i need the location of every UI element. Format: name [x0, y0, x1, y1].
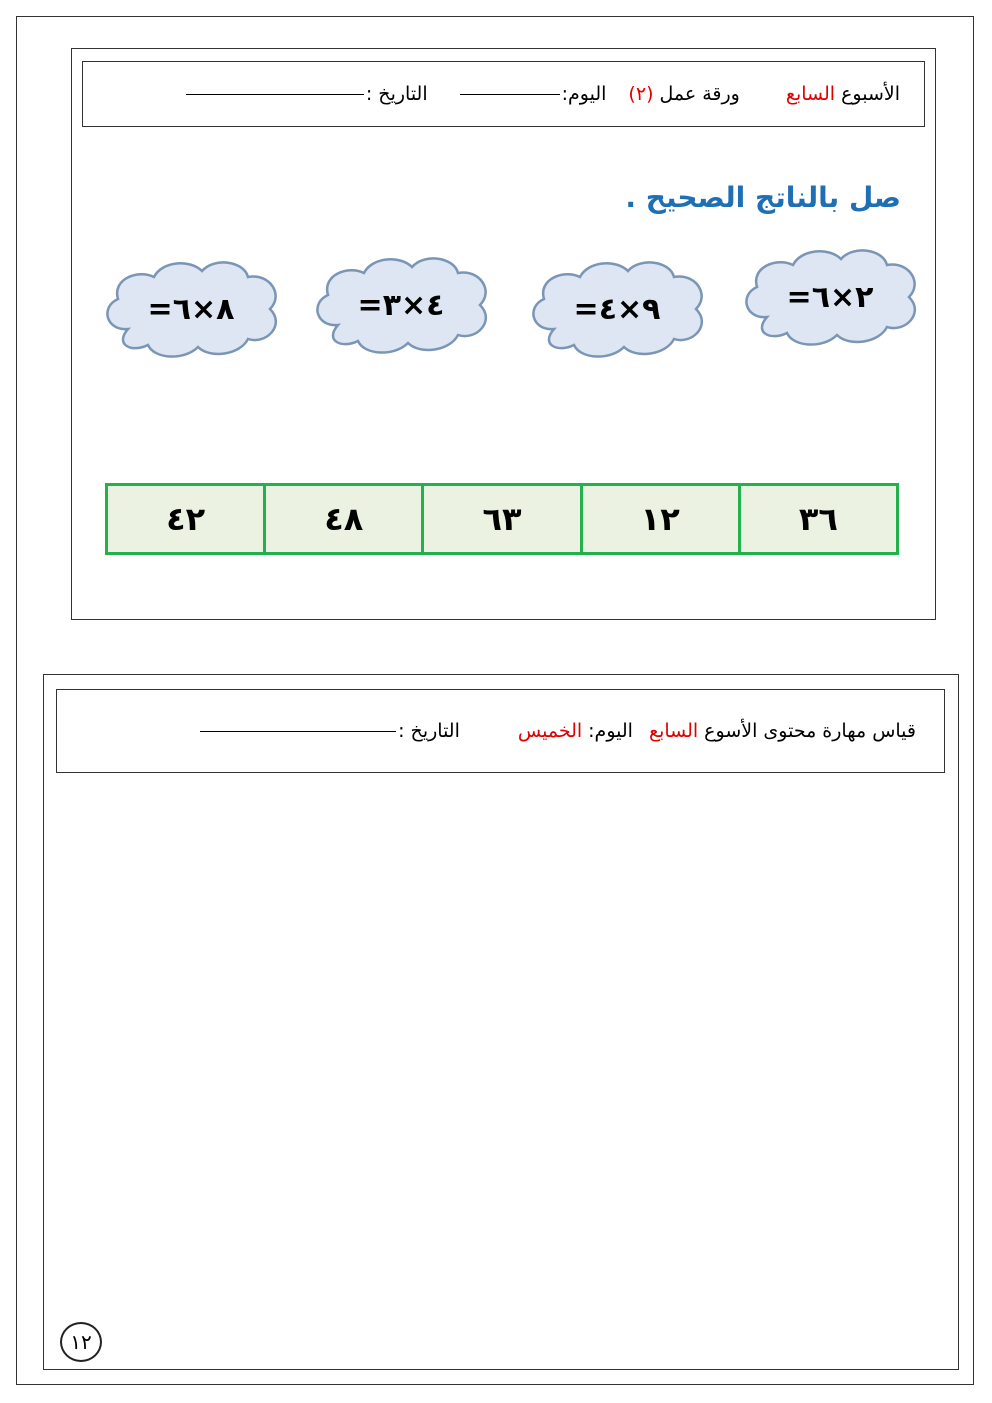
- assessment-week-value: السابع: [648, 720, 699, 742]
- assessment-panel: [43, 674, 959, 1370]
- cloud-expression-1: [737, 243, 923, 351]
- cloud-expression-text: =٢×٦: [786, 279, 874, 315]
- answer-cell[interactable]: ٤٢: [166, 500, 206, 538]
- date-blank[interactable]: [186, 93, 364, 95]
- assessment-date-blank[interactable]: [200, 730, 396, 732]
- answer-cell[interactable]: ٣٦: [738, 486, 896, 552]
- sheet-label: ورقة عمل: [659, 83, 740, 105]
- page-number: ١٢: [60, 1322, 102, 1362]
- cloud-expression-3: [308, 251, 494, 359]
- cloud-expression-text: =٨×٦: [147, 291, 235, 327]
- worksheet-header: [82, 61, 925, 127]
- cloud-expression-4: [98, 255, 284, 363]
- cloud-expression-text: =٤×٣: [357, 287, 445, 323]
- date-label: التاريخ :: [365, 83, 428, 105]
- week-label: الأسبوع: [841, 83, 900, 105]
- sheet-number: (٢): [628, 83, 654, 105]
- assessment-title: قياس مهارة محتوى الأسوع: [704, 720, 916, 742]
- worksheet-panel: [71, 48, 936, 620]
- assessment-day-label: اليوم:: [588, 720, 633, 742]
- cloud-expression-text: =٩×٤: [573, 291, 661, 327]
- cloud-expression-2: [524, 255, 710, 363]
- answer-cell[interactable]: ٦٣: [421, 486, 579, 552]
- instruction-text: صل بالناتج الصحيح .: [625, 181, 901, 214]
- week-value: السابع: [785, 83, 836, 105]
- assessment-day-value: الخميس: [517, 720, 583, 742]
- day-label: اليوم:: [561, 83, 607, 105]
- answer-row: [105, 483, 899, 555]
- assessment-date-label: التاريخ :: [398, 720, 460, 742]
- answer-cell[interactable]: ١٢: [580, 486, 738, 552]
- day-blank[interactable]: [460, 93, 560, 95]
- answer-cell[interactable]: ٤٨: [263, 486, 421, 552]
- assessment-header: [56, 689, 945, 773]
